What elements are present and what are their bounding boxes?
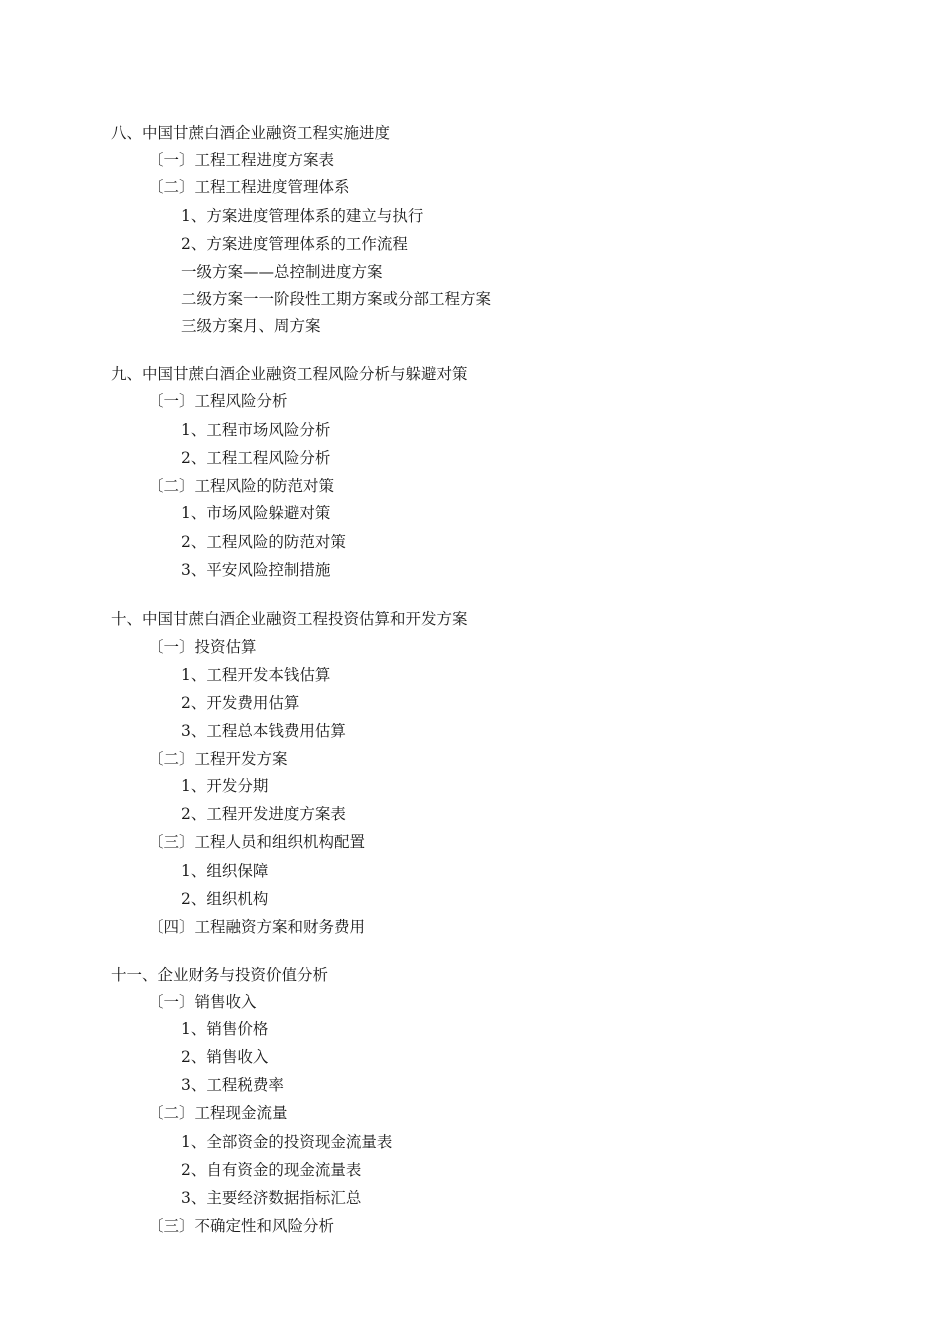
outline-item: 2、开发费用估算 [181,694,300,712]
section-heading: 八、中国甘蔗白酒企业融资工程实施进度 [111,124,391,142]
outline-item: 2、工程开发进度方案表 [181,805,346,823]
outline-item: 〔二〕工程风险的防范对策 [148,477,335,495]
outline-item: 1、工程市场风险分析 [181,421,331,439]
outline-item: 〔四〕工程融资方案和财务费用 [148,918,366,936]
outline-item: 3、工程税费率 [181,1076,284,1094]
outline-item: 1、组织保障 [181,862,269,880]
section-heading: 九、中国甘蔗白酒企业融资工程风险分析与躲避对策 [111,365,468,383]
outline-item: 2、销售收入 [181,1048,269,1066]
outline-item: 3、主要经济数据指标汇总 [181,1189,362,1207]
outline-item: 2、自有资金的现金流量表 [181,1161,362,1179]
section-heading: 十一、企业财务与投资价值分析 [111,966,329,984]
outline-item: 1、销售价格 [181,1020,269,1038]
section-heading: 十、中国甘蔗白酒企业融资工程投资估算和开发方案 [111,610,468,628]
outline-item: 1、全部资金的投资现金流量表 [181,1133,393,1151]
outline-item: 一级方案——总控制进度方案 [181,263,383,281]
outline-item: 二级方案一一阶段性工期方案或分部工程方案 [181,290,492,308]
outline-item: 〔一〕投资估算 [148,638,257,656]
outline-item: 三级方案月、周方案 [181,317,321,335]
outline-item: 1、开发分期 [181,777,269,795]
outline-item: 〔三〕工程人员和组织机构配置 [148,833,366,851]
outline-item: 〔二〕工程工程进度管理体系 [148,178,350,196]
outline-item: 2、工程风险的防范对策 [181,533,346,551]
outline-item: 〔二〕工程开发方案 [148,750,288,768]
outline-item: 3、平安风险控制措施 [181,561,331,579]
outline-item: 1、方案进度管理体系的建立与执行 [181,207,424,225]
outline-item: 2、工程工程风险分析 [181,449,331,467]
outline-item: 1、工程开发本钱估算 [181,666,331,684]
outline-item: 1、市场风险躲避对策 [181,504,331,522]
outline-item: 3、工程总本钱费用估算 [181,722,346,740]
outline-item: 〔二〕工程现金流量 [148,1104,288,1122]
outline-item: 2、组织机构 [181,890,269,908]
outline-item: 〔一〕销售收入 [148,993,257,1011]
outline-item: 〔一〕工程风险分析 [148,392,288,410]
outline-item: 〔三〕不确定性和风险分析 [148,1217,335,1235]
outline-item: 2、方案进度管理体系的工作流程 [181,235,408,253]
outline-item: 〔一〕工程工程进度方案表 [148,151,335,169]
